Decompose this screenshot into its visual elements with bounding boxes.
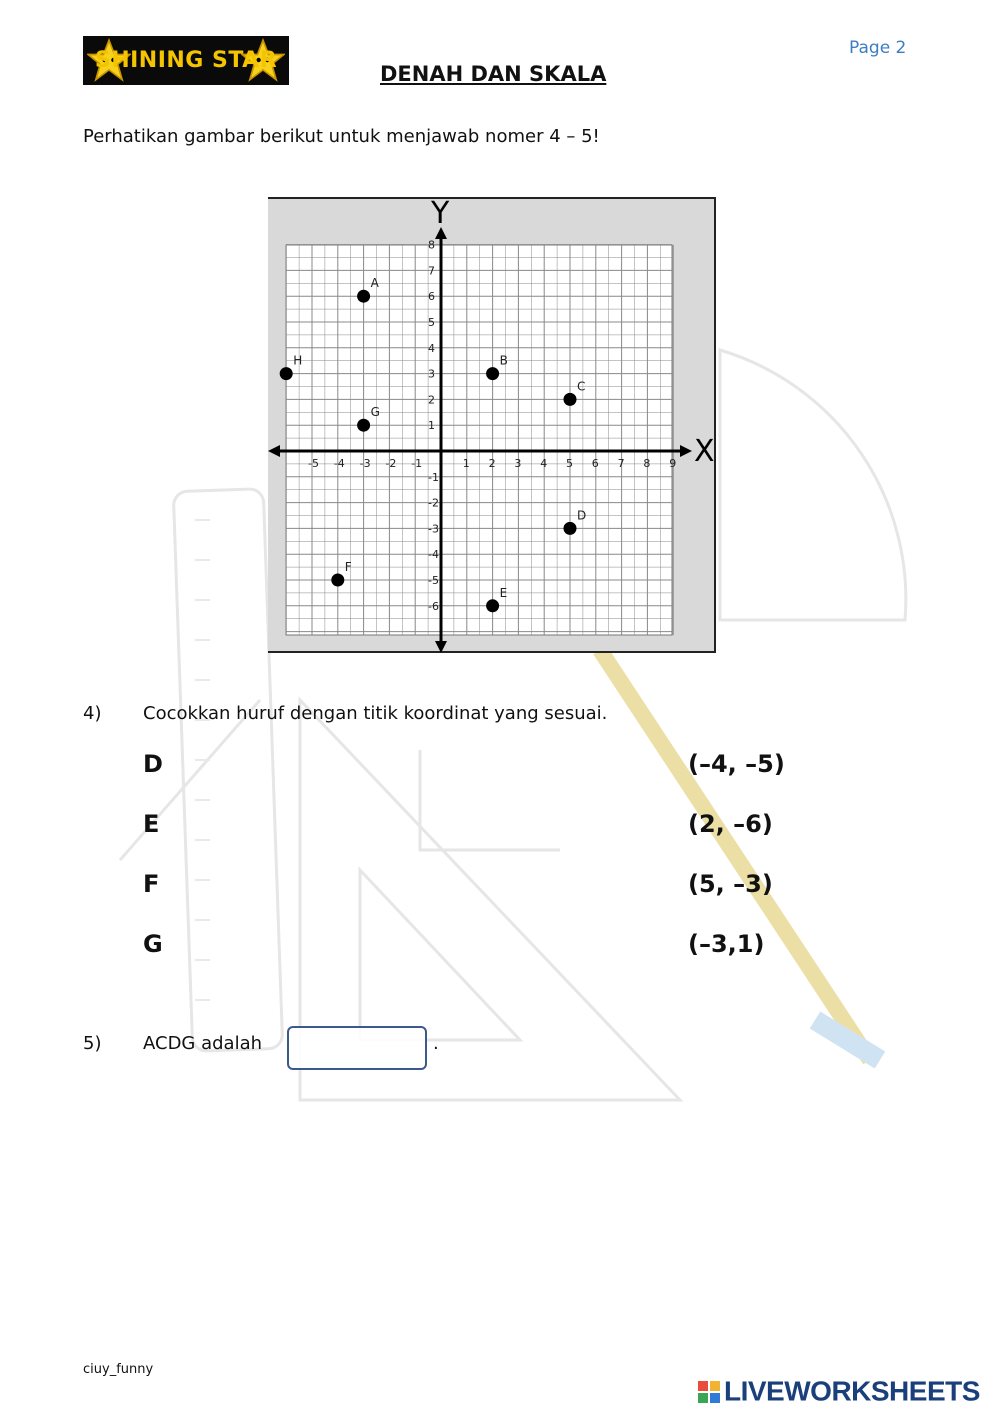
coordinate-graph bbox=[268, 197, 718, 657]
question-5-number: 5) bbox=[83, 1033, 102, 1054]
y-tick-label: -6 bbox=[428, 599, 439, 613]
y-tick-label: -2 bbox=[428, 496, 439, 510]
point-e bbox=[486, 599, 499, 612]
match-letter[interactable]: D bbox=[143, 750, 163, 778]
liveworksheets-brand[interactable] bbox=[698, 1374, 980, 1408]
match-letter[interactable]: E bbox=[143, 810, 160, 838]
x-axis-label: X bbox=[694, 434, 715, 469]
point-b bbox=[486, 367, 499, 380]
y-tick-label: 2 bbox=[428, 393, 435, 407]
match-letter[interactable]: F bbox=[143, 870, 160, 898]
y-tick-label: -3 bbox=[428, 522, 439, 536]
logo-text: SHINING STAR bbox=[94, 48, 278, 73]
y-axis-down-arrow bbox=[435, 641, 447, 653]
x-axis-right-arrow bbox=[680, 445, 692, 457]
point-h bbox=[280, 367, 293, 380]
y-tick-label: -5 bbox=[428, 574, 439, 587]
match-coordinate[interactable]: (–4, –5) bbox=[688, 750, 785, 778]
point-f bbox=[331, 574, 344, 587]
x-tick-label: -1 bbox=[411, 457, 423, 470]
y-tick-label: -4 bbox=[428, 548, 439, 562]
y-tick-label: 6 bbox=[428, 290, 435, 304]
x-tick-label: 1 bbox=[462, 457, 470, 470]
x-axis-left-arrow bbox=[268, 445, 280, 457]
x-tick-label: 3 bbox=[514, 457, 522, 470]
point-label: E bbox=[499, 585, 508, 600]
point-label: B bbox=[499, 353, 508, 368]
x-tick-label: 5 bbox=[566, 457, 573, 470]
page-title: DENAH DAN SKALA bbox=[380, 62, 607, 86]
y-tick-label: 7 bbox=[428, 264, 435, 278]
x-tick-label: 9 bbox=[669, 457, 677, 470]
intro-text: Perhatikan gambar berikut untuk menjawab nomer 4 – 5! bbox=[83, 126, 600, 147]
point-label: G bbox=[370, 405, 380, 420]
x-tick-label: 7 bbox=[617, 457, 625, 470]
point-label: C bbox=[577, 379, 586, 394]
shining-star-logo bbox=[83, 36, 289, 85]
point-d bbox=[564, 522, 577, 535]
point-a bbox=[357, 290, 370, 303]
point-label: A bbox=[370, 276, 379, 291]
x-tick-label: -4 bbox=[333, 457, 345, 470]
y-tick-label: 8 bbox=[428, 238, 435, 252]
question-5-period: . bbox=[433, 1033, 439, 1054]
point-c bbox=[564, 393, 577, 406]
x-tick-label: 8 bbox=[643, 457, 651, 470]
question-5-text: ACDG adalah bbox=[143, 1033, 263, 1054]
x-tick-label: 2 bbox=[488, 457, 496, 470]
x-tick-label: -3 bbox=[359, 457, 371, 470]
question-4-text: Cocokkan huruf dengan titik koordinat yang sesuai. bbox=[143, 703, 608, 724]
x-tick-label: 4 bbox=[540, 457, 548, 470]
y-tick-label: 3 bbox=[428, 367, 435, 381]
y-tick-label: -1 bbox=[428, 470, 439, 484]
page-number: Page 2 bbox=[849, 38, 907, 58]
point-label: F bbox=[344, 560, 352, 574]
y-tick-label: 4 bbox=[428, 341, 435, 355]
y-tick-label: 1 bbox=[428, 419, 435, 433]
y-axis-label: Y bbox=[431, 197, 450, 231]
point-g bbox=[357, 419, 370, 432]
x-tick-label: 6 bbox=[591, 457, 599, 470]
x-tick-label: -2 bbox=[385, 457, 397, 470]
author-name: ciuy_funny bbox=[83, 1362, 154, 1377]
match-coordinate[interactable]: (5, –3) bbox=[688, 870, 773, 898]
point-label: H bbox=[293, 353, 303, 368]
match-coordinate[interactable]: (–3,1) bbox=[688, 930, 765, 958]
liveworksheets-logo-icon bbox=[698, 1381, 720, 1403]
point-label: D bbox=[577, 508, 587, 523]
brand-text: LIVEWORKSHEETS bbox=[724, 1375, 980, 1407]
y-tick-label: 5 bbox=[428, 316, 435, 329]
match-coordinate[interactable]: (2, –6) bbox=[688, 810, 773, 838]
answer-input[interactable] bbox=[287, 1026, 427, 1070]
question-4-number: 4) bbox=[83, 703, 102, 724]
match-letter[interactable]: G bbox=[143, 930, 163, 958]
x-tick-label: -5 bbox=[308, 457, 319, 470]
